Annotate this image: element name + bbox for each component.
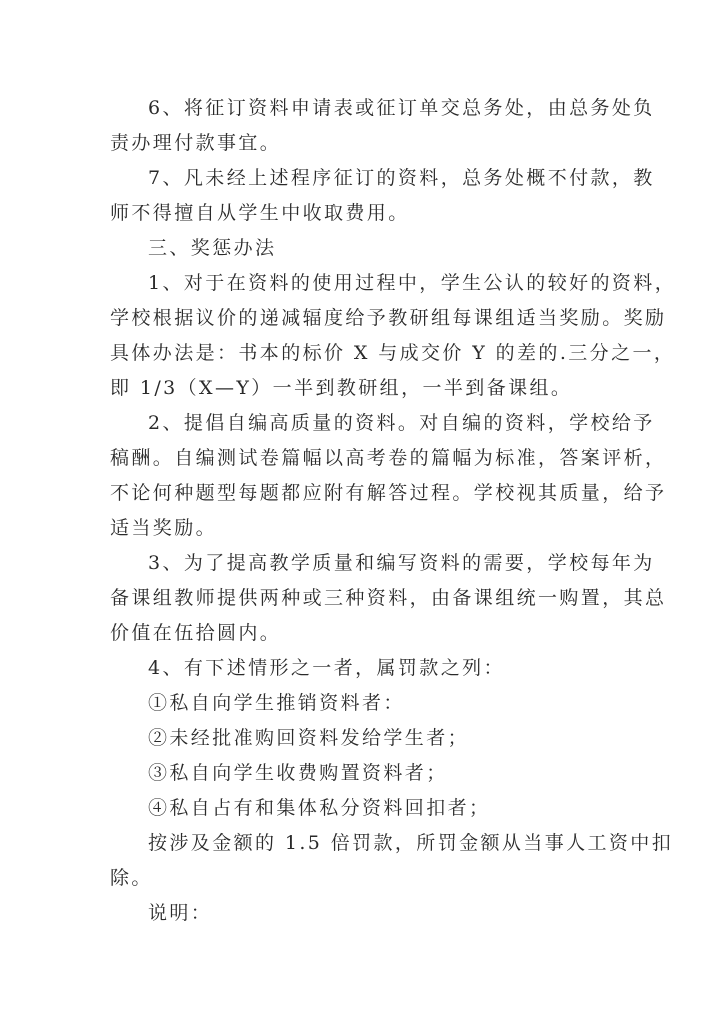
paragraph-line: 责办理付款事宜。	[110, 132, 282, 154]
list-item: ②未经批准购回资料发给学生者；	[148, 727, 470, 749]
paragraph-line: 除。	[110, 867, 153, 889]
list-item: ①私自向学生推销资料者：	[148, 692, 405, 714]
paragraph-line: 备课组教师提供两种或三种资料，由备课组统一购置，其总	[110, 587, 667, 609]
paragraph-line: 按涉及金额的 1.5 倍罚款，所罚金额从当事人工资中扣	[148, 832, 674, 854]
paragraph-line: 即 1/3（X—Y）一半到教研组，一半到备课组。	[110, 377, 573, 399]
paragraph-line: 4、有下述情形之一者，属罚款之列：	[148, 657, 505, 679]
paragraph-line: 师不得擅自从学生中收取费用。	[110, 202, 410, 224]
paragraph-line: 不论何种题型每题都应附有解答过程。学校视其质量，给予	[110, 482, 667, 504]
paragraph-line: 价值在伍拾圆内。	[110, 622, 282, 644]
section-heading: 三、奖惩办法	[148, 237, 277, 259]
list-item: ③私自向学生收费购置资料者；	[148, 762, 448, 784]
paragraph-line: 2、提倡自编高质量的资料。对自编的资料，学校给予	[148, 412, 655, 434]
paragraph-line: 说明：	[148, 902, 213, 924]
paragraph-line: 6、将征订资料申请表或征订单交总务处，由总务处负	[148, 97, 655, 119]
list-item: ④私自占有和集体私分资料回扣者；	[148, 797, 491, 819]
paragraph-line: 3、为了提高教学质量和编写资料的需要，学校每年为	[148, 552, 655, 574]
paragraph-line: 适当奖励。	[110, 517, 218, 539]
paragraph-line: 学校根据议价的递减辐度给予教研组每课组适当奖励。奖励	[110, 307, 667, 329]
paragraph-line: 1、对于在资料的使用过程中，学生公认的较好的资料，	[148, 272, 677, 294]
paragraph-line: 稿酬。自编测试卷篇幅以高考卷的篇幅为标准，答案评析，	[110, 447, 667, 469]
paragraph-line: 7、凡未经上述程序征订的资料，总务处概不付款，教	[148, 167, 655, 189]
paragraph-line: 具体办法是：书本的标价 X 与成交价 Y 的差的.三分之一，	[110, 342, 676, 364]
